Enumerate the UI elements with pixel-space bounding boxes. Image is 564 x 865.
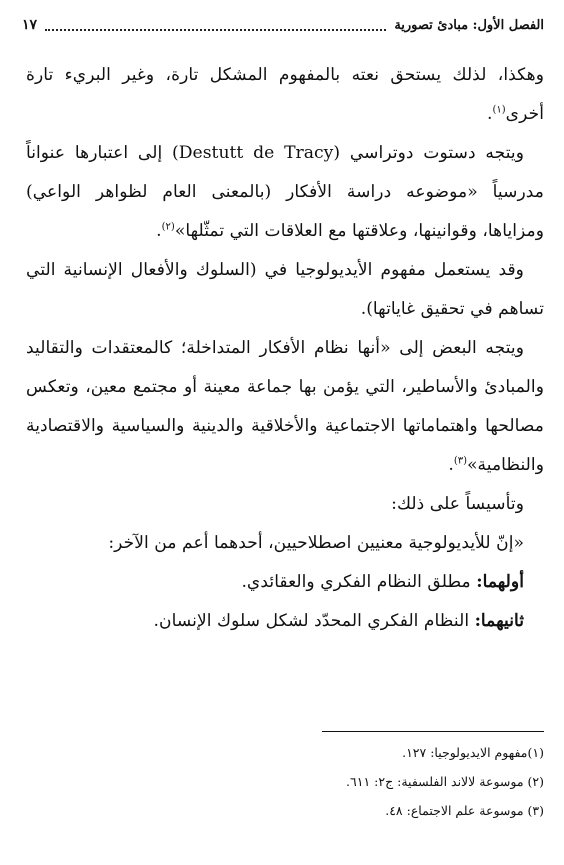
paragraph-1-text: وهكذا، لذلك يستحق نعته بالمفهوم المشكل تارة، وغير البريء تارة أخرى: [26, 65, 544, 124]
footnote-2: (٢) موسوعة لالاند الفلسفية: ج٢: ٦١١.: [346, 774, 544, 789]
footnote-ref-1: (١): [492, 104, 506, 116]
footnote-3: (٣) موسوعة علم الاجتماع: ٤٨.: [385, 803, 544, 818]
chapter-title: الفصل الأول: مبادئ تصورية: [394, 17, 544, 33]
header-dotted-leader: [45, 19, 386, 31]
paragraph-2: ويتجه دستوت دوتراسي (Destutt de Tracy) إلى اعتبارها عنواناً مدرسياً «موضوعه دراسة الأفكار (بالمعنى العام لظواهر الواعي) ومزاياها، وقوانينها، وعلاقتها مع العلاقات التي تمثّلها»$^{(٢)}$.: [26, 143, 544, 241]
list-item-second: [26, 602, 544, 641]
paragraph-3: وقد يستعمل مفهوم الأيديولوجيا في (السلوك والأفعال الإنسانية التي تساهم في تحقيق غاياتها).: [26, 260, 544, 319]
paragraph-2-text: ويتجه دستوت دوتراسي (Destutt de Tracy) إلى اعتبارها عنواناً مدرسياً «موضوعه دراسة الأفكار (بالمعنى العام لظواهر الواعي) ومزاياها، وقوانينها، وعلاقتها مع العلاقات التي تمثّلها»: [26, 143, 544, 241]
footnote-1: (١)مفهوم الايديولوجيا: ١٢٧.: [402, 745, 544, 760]
footnote-divider: [322, 731, 544, 732]
paragraph-4-text: ويتجه البعض إلى «أنها نظام الأفكار المتداخلة؛ كالمعتقدات والتقاليد والمبادئ والأساطير، التي يؤمن بها جماعة معينة أو مجتمع معين، وتعكس مصالحها واهتماماتها الاجتماعية والأخلاقية والدينية والسياسية والاقتصادية والنظامية»: [26, 338, 544, 475]
footnotes: [24, 738, 544, 825]
paragraph-4: ويتجه البعض إلى «أنها نظام الأفكار المتداخلة؛ كالمعتقدات والتقاليد والمبادئ والأساطير، التي يؤمن بها جماعة معينة أو مجتمع معين، وتعكس مصالحها واهتماماتها الاجتماعية والأخلاقية والدينية والسياسية والاقتصادية والنظامية»$^{(٣)}$.: [26, 338, 544, 475]
page-number: ١٧: [22, 17, 38, 33]
list-item-first-label: أولهما:: [476, 572, 524, 592]
list-item-first: [26, 563, 544, 602]
list-item-second-label: ثانيهما:: [474, 611, 524, 631]
footnote-ref-2: (٢): [161, 221, 175, 233]
running-header: [22, 12, 544, 38]
paragraph-1: وهكذا، لذلك يستحق نعته بالمفهوم المشكل تارة، وغير البريء تارة أخرى$^{(١)}$.: [26, 65, 544, 124]
list-item-second-text: النظام الفكري المحدّد لشكل سلوك الإنسان.: [153, 611, 475, 631]
list-item-first-text: مطلق النظام الفكري والعقائدي.: [241, 572, 477, 592]
footnote-ref-3: (٣): [453, 455, 468, 467]
quote-intro: «إنّ للأيديولوجية معنيين اصطلاحيين، أحدهما أعم من الآخر:: [108, 533, 524, 553]
main-text: [26, 56, 544, 641]
paragraph-5: وتأسيساً على ذلك:: [391, 494, 524, 514]
